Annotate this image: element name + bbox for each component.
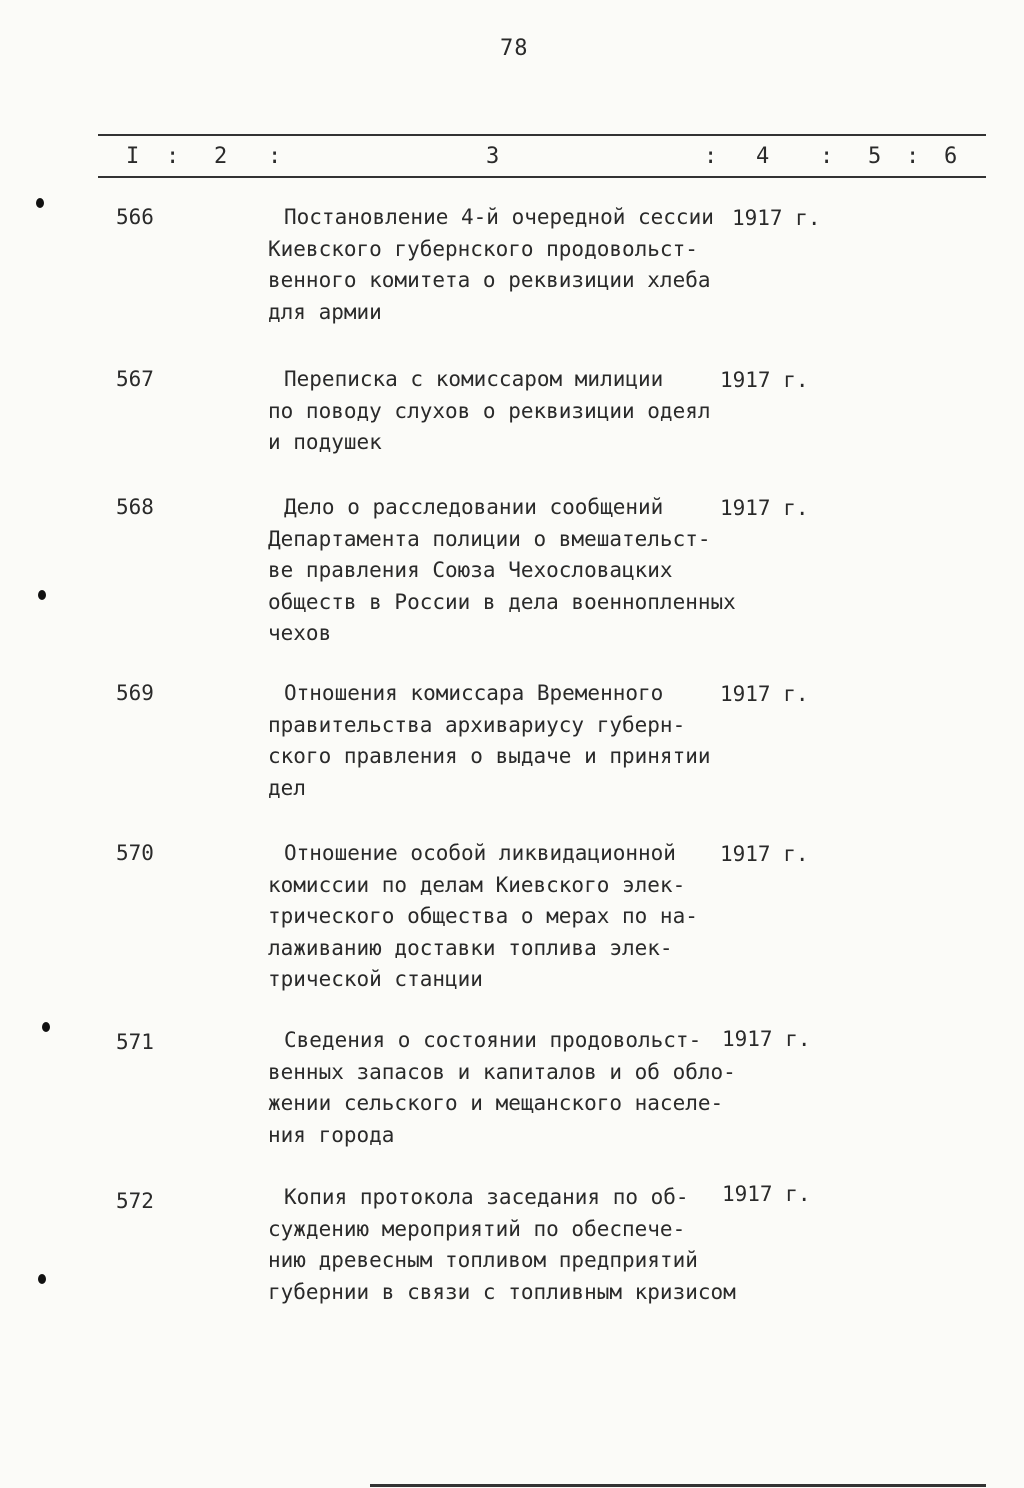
description-line: Переписка с комиссаром милиции xyxy=(284,367,664,391)
punch-hole-mark xyxy=(36,198,44,208)
entry-description xyxy=(268,492,738,650)
description-line: Постановление 4-й очередной сессии xyxy=(284,205,714,229)
description-line: ния города xyxy=(268,1122,395,1147)
description-line: Копия протокола заседания по об- xyxy=(284,1185,689,1209)
entry-number: 572 xyxy=(116,1189,154,1213)
column-header-sep: : xyxy=(704,144,718,169)
entry-year: 1917 г. xyxy=(722,1027,811,1051)
entry-number: 571 xyxy=(116,1030,154,1054)
entry-year: 1917 г. xyxy=(720,368,809,392)
column-header-6: 6 xyxy=(944,144,958,169)
entry-number: 567 xyxy=(116,367,154,391)
entry-number: 570 xyxy=(116,841,154,865)
column-header-sep: : xyxy=(268,144,282,169)
entry-description xyxy=(268,1025,738,1151)
footer-rule xyxy=(370,1484,986,1487)
description-line: губернии в связи с топливным кризисом xyxy=(268,1279,736,1304)
description-line: лаживанию доставки топлива элек- xyxy=(268,935,673,960)
column-header-4: 4 xyxy=(756,144,770,169)
description-line: Сведения о состоянии продовольст- xyxy=(284,1028,702,1052)
description-line: чехов xyxy=(268,621,332,645)
punch-hole-mark xyxy=(38,590,46,600)
punch-hole-mark xyxy=(38,1274,46,1284)
description-line: венного комитета о реквизиции хлеба xyxy=(268,268,711,292)
entry-year: 1917 г. xyxy=(720,842,809,866)
column-header-sep: : xyxy=(906,144,920,169)
column-header-5: 5 xyxy=(868,144,882,169)
entry-number: 568 xyxy=(116,495,154,519)
description-line: жении сельского и мещанского населе- xyxy=(268,1091,724,1115)
column-header-2: 2 xyxy=(214,144,228,169)
entry-number: 569 xyxy=(116,681,154,705)
page-number: 78 xyxy=(500,36,529,61)
entry-description xyxy=(268,202,738,328)
description-line: суждению мероприятий по обеспече- xyxy=(268,1216,686,1241)
entry-year: 1917 г. xyxy=(732,206,821,230)
column-header-sep: : xyxy=(820,144,834,169)
description-line: трической станции xyxy=(268,967,483,991)
column-header-sep: : xyxy=(166,144,180,169)
description-line: ского правления о выдаче и принятии xyxy=(268,744,711,768)
description-line: нию древесным топливом предприятий xyxy=(268,1248,698,1272)
description-line: трического общества о мерах по на- xyxy=(268,904,698,928)
column-header-1: I xyxy=(126,144,140,169)
header-top-rule xyxy=(98,134,986,136)
description-line: и подушек xyxy=(268,430,382,454)
entry-number: 566 xyxy=(116,205,154,229)
description-line: Киевского губернского продовольст- xyxy=(268,236,698,261)
entry-year: 1917 г. xyxy=(722,1182,811,1206)
description-line: обществ в России в дела военнопленных xyxy=(268,589,736,614)
entry-description xyxy=(268,364,738,459)
entry-description xyxy=(268,838,738,996)
description-line: ве правления Союза Чехословацких xyxy=(268,558,673,582)
description-line: по поводу слухов о реквизиции одеял xyxy=(268,398,711,423)
header-bottom-rule xyxy=(98,176,986,178)
entry-year: 1917 г. xyxy=(720,682,809,706)
column-header-3: 3 xyxy=(486,144,500,169)
description-line: венных запасов и капиталов и об обло- xyxy=(268,1059,736,1084)
description-line: Департамента полиции о вмешательст- xyxy=(268,526,711,551)
description-line: дел xyxy=(268,775,306,800)
entry-year: 1917 г. xyxy=(720,496,809,520)
description-line: для армии xyxy=(268,299,382,324)
entry-description xyxy=(268,678,738,804)
entry-description xyxy=(268,1182,738,1308)
punch-hole-mark xyxy=(42,1022,50,1032)
description-line: комиссии по делам Киевского элек- xyxy=(268,872,686,897)
description-line: правительства архивариусу губерн- xyxy=(268,712,686,737)
description-line: Отношения комиссара Временного xyxy=(284,681,664,705)
description-line: Дело о расследовании сообщений xyxy=(284,495,664,519)
description-line: Отношение особой ликвидационной xyxy=(284,841,676,865)
